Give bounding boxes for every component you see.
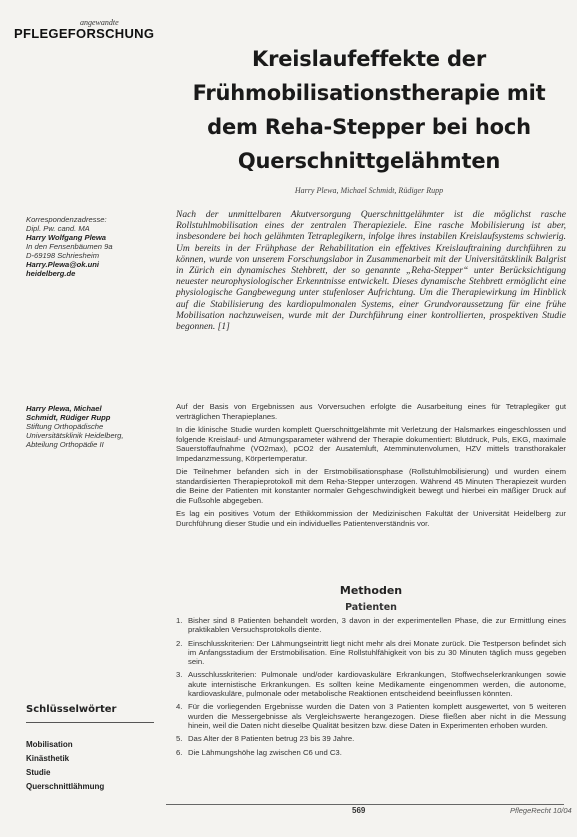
- methods-list: [176, 616, 566, 761]
- affiliation-authors-cont: Schmidt, Rüdiger Rupp: [26, 413, 111, 422]
- list-number: 5.: [176, 734, 183, 744]
- body-text: [176, 402, 566, 532]
- body-paragraph: In die klinische Studie wurden komplett Querschnittgelähmte mit Verletzung der Halsmarkes eingeschlossen und folgende Kreislauf- und Atmungsparameter während der Therapie dokumentiert: Blutdruck, Puls, EKG, maximale Sauerstoffaufnahme (VO2max), pCO2 der Ausatemluft, Atemminutenvolumen, HZV mittels transthorakaler Impedanzmessung, Körpertemperatur.: [176, 425, 566, 463]
- list-item-text: Einschlusskriterien: Der Lähmungseintritt liegt nicht mehr als drei Monate zurück. Die Testperson befindet sich im Anfangsstadium der Erstmobilisation. Eine Rollstuhlfähigkeit von bis zu 30 Minuten täglich muss gegeben sein.: [188, 638, 566, 667]
- affiliation-line: Abteilung Orthopädie II: [26, 440, 104, 449]
- keyword-item: Studie: [26, 768, 51, 777]
- affiliation-authors: Harry Plewa, Michael: [26, 404, 102, 413]
- footer-divider: [166, 804, 564, 805]
- correspondence-label: Korrespondenzadresse:: [26, 215, 107, 224]
- logo-title: PFLEGEFORSCHUNG: [14, 26, 155, 41]
- list-item-text: Das Alter der 8 Patienten betrug 23 bis 39 Jahre.: [188, 734, 355, 744]
- list-number: 3.: [176, 670, 183, 680]
- keyword-item: Mobilisation: [26, 740, 73, 749]
- list-item-text: Die Lähmungshöhe lag zwischen C6 und C3.: [188, 747, 342, 757]
- correspondence-city: D-69198 Schriesheim: [26, 251, 100, 260]
- list-item-text: Bisher sind 8 Patienten behandelt worden, 3 davon in der experimentellen Phase, die zur Ermittlung eines praktikablen Versuchsprotokolls diente.: [188, 616, 566, 635]
- list-number: 4.: [176, 702, 183, 712]
- abstract: Nach der unmittelbaren Akutversorgung Querschnittgelähmter ist die möglichst rasche Rollstuhlmobilisation eines der zentralen Therapieziele. Eine rasche Mobilisierung ist aber, insbesondere bei hoch gelähmten Tetraplegikern, infolge ihres instabilen Kreislaufsystems schwierig. Um bereits in der Frühphase der Rehabilitation ein effektives Kreislauftraining durchführen zu können, wurde von unserem Forschungslabor in Zusammenarbeit mit der Universitätsklinik Balgrist in Zürich ein dynamisches Stehbrett, der so genannte „Reha-Stepper“ unter Berücksichtigung neuester neurophysiologischer Erkenntnisse entwickelt. Dieses dynamische Stehbrett ermöglicht eine physiologische Gangbewegung unter stufenloser Aufrichtung. Um die Therapiewirkung im Hinblick auf die Stabilisierung des kardiopulmonalen Systems, einer Grundvoraussetzung für eine frühe Mobilisation nachzuweisen, wurde mit der Durchführung einer kontrollierten, prospektiven Studie begonnen. [1]: [176, 210, 566, 333]
- keywords-list: [26, 738, 104, 794]
- article-title: Kreislaufeffekte der Frühmobilisationstherapie mit dem Reha-Stepper bei hoch Querschnittgelähmten: [192, 47, 546, 173]
- body-paragraph: Es lag ein positives Votum der Ethikkommission der Medizinischen Fakultät der Universität Heidelberg zur Durchführung dieser Studie und ein individuelles Patientenverständnis vor.: [176, 509, 566, 528]
- list-number: 1.: [176, 616, 183, 625]
- affiliation-line: Universitätsklinik Heidelberg,: [26, 431, 124, 440]
- article-authors: Harry Plewa, Michael Schmidt, Rüdiger Rupp: [294, 186, 444, 195]
- keywords-divider: [26, 722, 154, 723]
- list-number: 6.: [176, 747, 183, 757]
- body-paragraph: Auf der Basis von Ergebnissen aus Vorversuchen erfolgte die Ausarbeitung eines für Tetraplegiker gut verträglichen Therapieplanes.: [176, 402, 566, 421]
- section-heading-methods: Methoden: [339, 584, 403, 597]
- page-number: 569: [352, 806, 366, 815]
- list-number: 2.: [176, 638, 183, 648]
- logo-subtitle: angewandte: [80, 18, 119, 27]
- correspondence-name: Harry Wolfgang Plewa: [26, 233, 107, 242]
- journal-issue: PflegeRecht 10/04: [510, 806, 572, 815]
- affiliation-line: Stiftung Orthopädische: [26, 422, 104, 431]
- keywords-heading: Schlüsselwörter: [26, 704, 117, 715]
- journal-logo: [14, 18, 174, 46]
- keyword-item: Querschnittlähmung: [26, 782, 105, 791]
- affiliation-block: [26, 404, 152, 449]
- correspondence-email-domain[interactable]: heidelberg.de: [26, 269, 76, 278]
- correspondence-street: In den Fensenbäumen 9a: [26, 242, 113, 251]
- list-item: [176, 639, 566, 667]
- body-paragraph: Die Teilnehmer befanden sich in der Erstmobilisationsphase (Rollstuhlmobilisierung) und wurden einem standardisierten Therapieprotokoll mit dem Reha-Stepper unterzogen. Während 45 Minuten Therapiezeit wurden die Beine der Patienten mit konstanter normaler Gehgeschwindigkeit bewegt und hierbei ein mäßiger Druck auf die Fußsohle abgegeben.: [176, 467, 566, 505]
- correspondence-email[interactable]: Harry.Plewa@ok.uni: [26, 260, 99, 269]
- subsection-heading-patients: Patienten: [345, 602, 397, 613]
- keyword-item: Kinästhetik: [26, 754, 70, 763]
- list-item: [176, 616, 566, 635]
- list-item: [176, 702, 566, 730]
- list-item: [176, 734, 566, 743]
- correspondence-block: [26, 215, 152, 278]
- correspondence-title: Dipl. Pw. cand. MA: [26, 224, 90, 233]
- list-item-text: Für die vorliegenden Ergebnisse wurden die Daten von 3 Patienten komplett ausgewertet, von 5 weiteren wurden die Messergebnisse als Vergleichswerte herangezogen. Diese fließen aber nicht in die Messung hinein, weil die Daten nicht dieselbe Qualität besitzen bzw. diese Daten in Experimenten erhoben wurden.: [188, 702, 566, 730]
- list-item: [176, 670, 566, 698]
- list-item: [176, 748, 566, 757]
- list-item-text: Ausschlusskriterien: Pulmonale und/oder kardiovaskuläre Erkrankungen, Stoffwechselerkrankungen sowie akute internistische Erkrankungen. Es sollten keine Medikamente eingenommen werden, die autonome, kardiovaskuläre, pulmonale oder metabolische Reaktionen entscheidend beeinflussen könnten.: [188, 670, 566, 699]
